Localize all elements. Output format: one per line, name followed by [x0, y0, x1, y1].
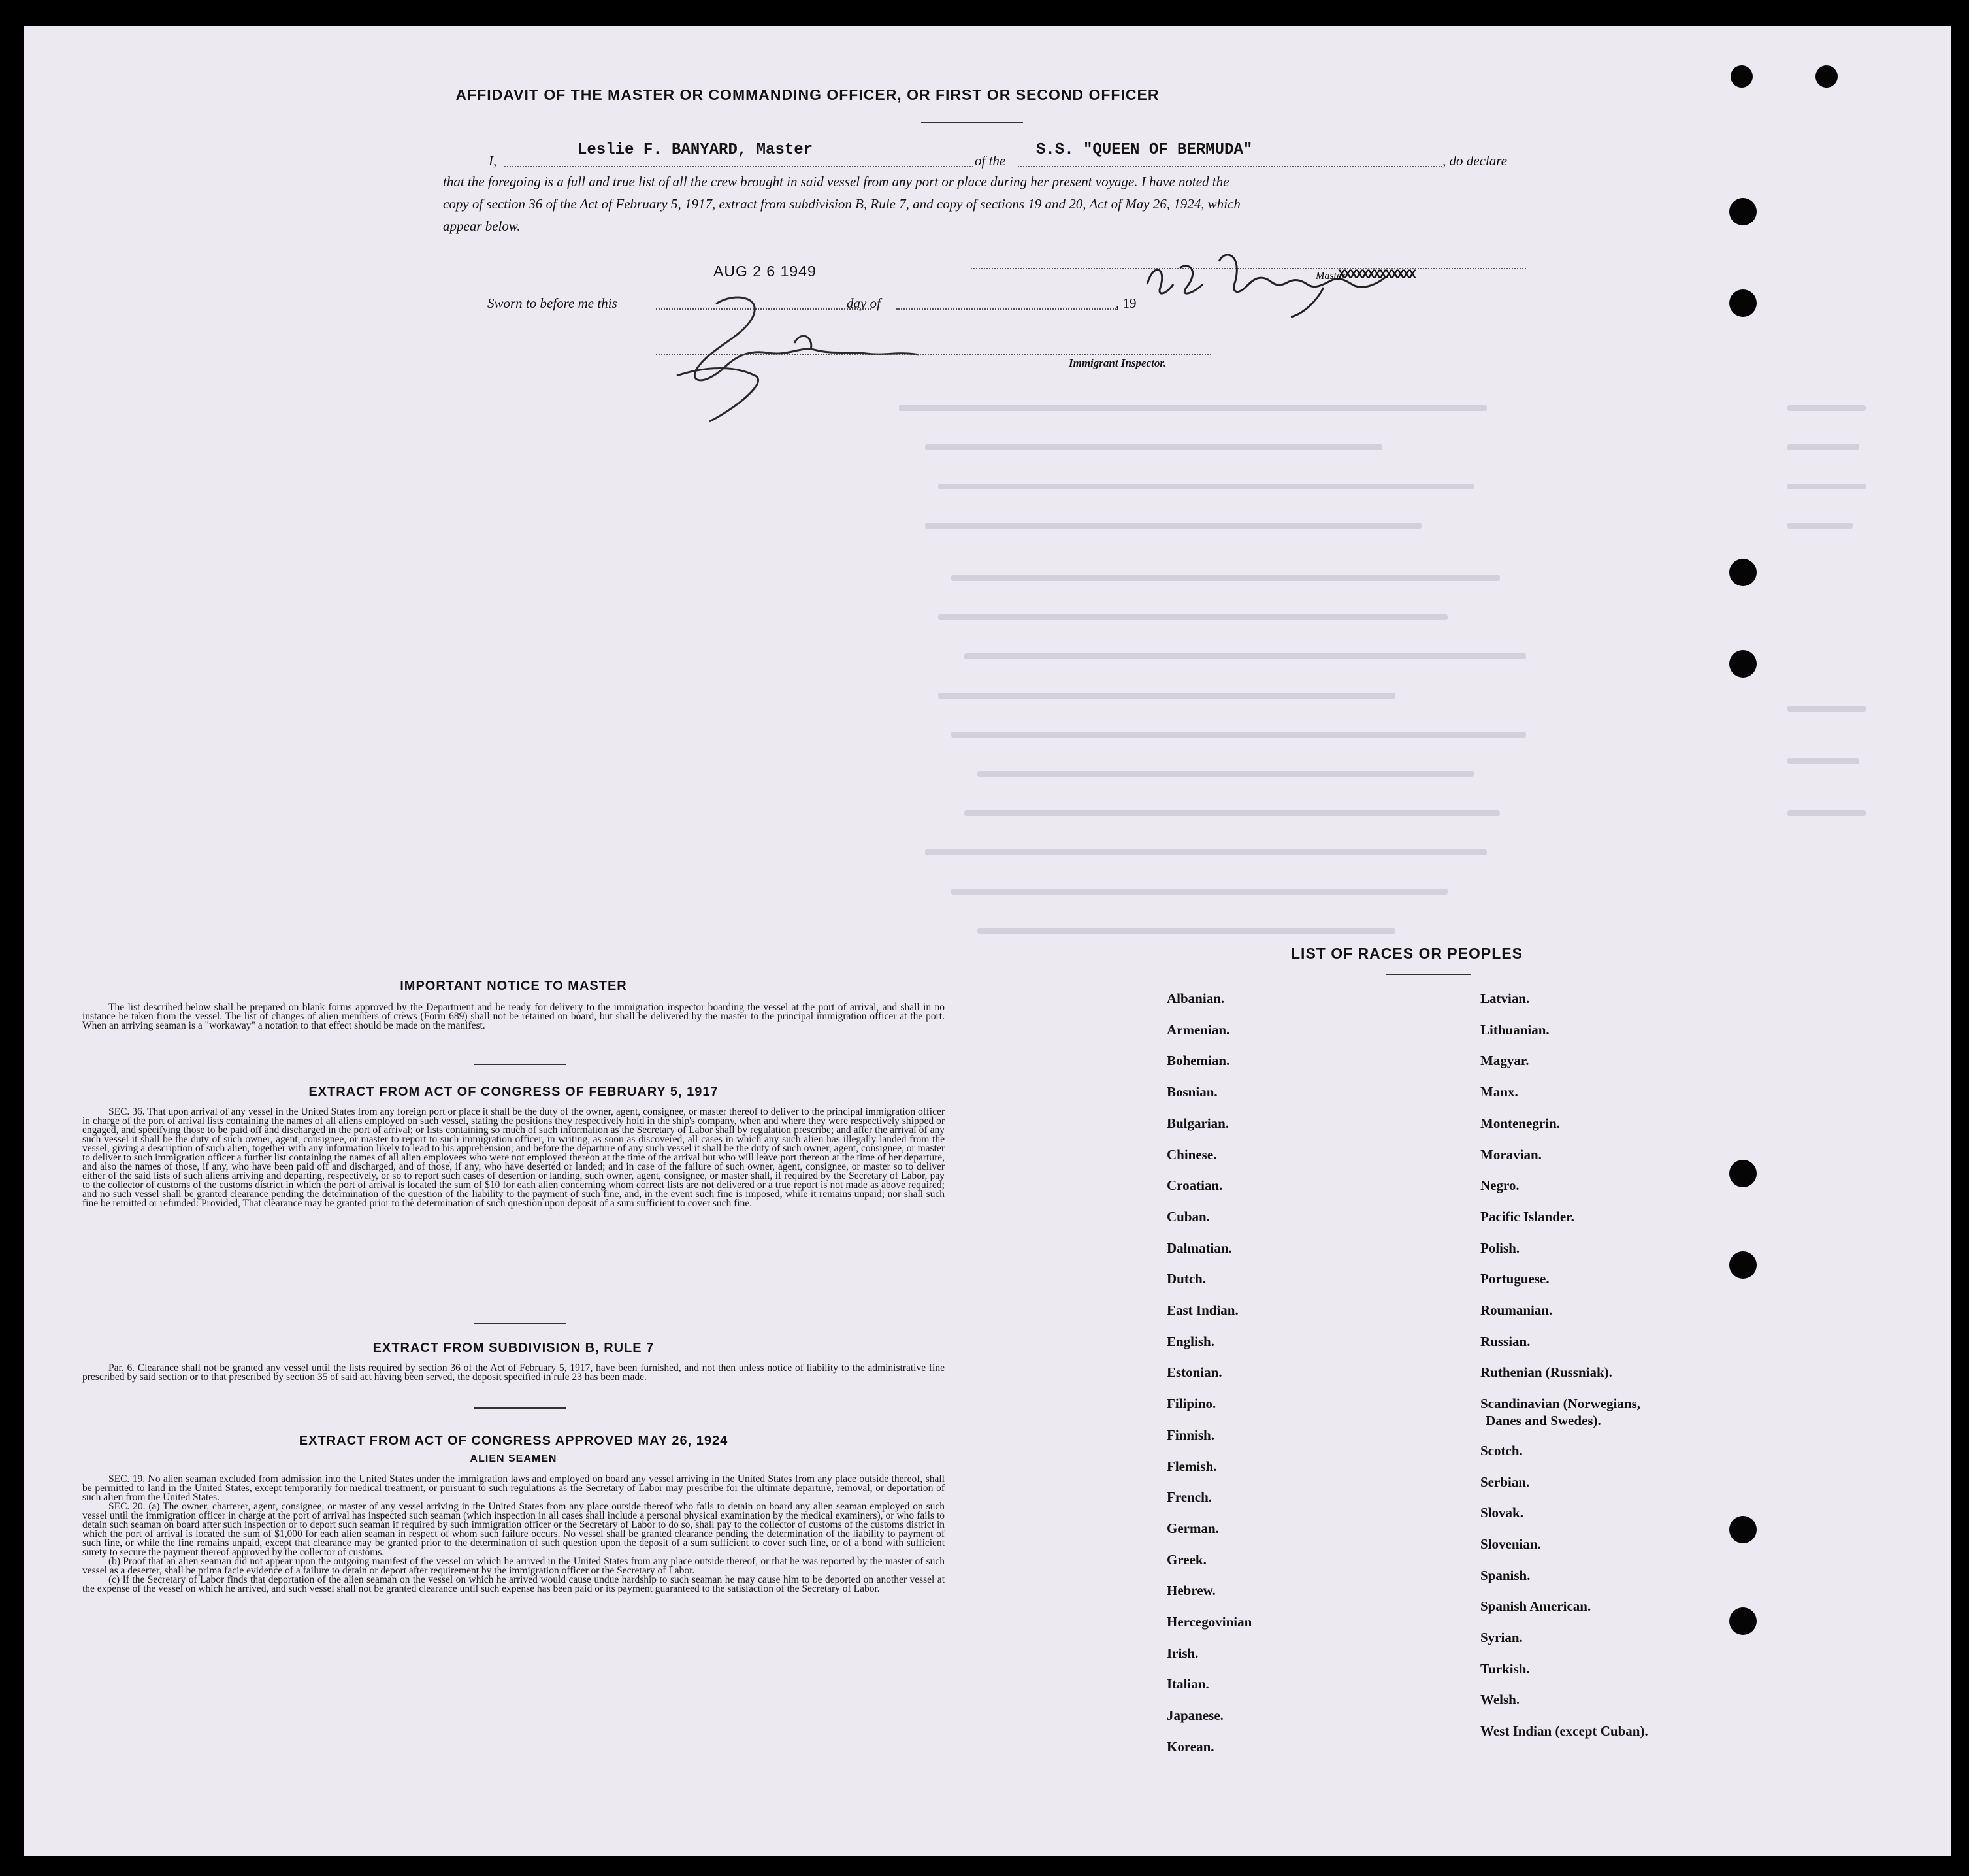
race-item: Scandinavian (Norwegians, — [1480, 1396, 1641, 1411]
race-item: Finnish. — [1167, 1427, 1214, 1443]
punch-hole — [1729, 1607, 1757, 1635]
race-item: Turkish. — [1480, 1661, 1530, 1677]
notice-text — [82, 1003, 945, 1030]
race-item: Polish. — [1480, 1240, 1520, 1256]
divider — [474, 1323, 566, 1324]
punch-hole — [1729, 289, 1757, 317]
race-item: German. — [1167, 1521, 1219, 1536]
affidavit-line-2: that the foregoing is a full and true list of all the crew brought in said vessel from any port or place during her present voyage. I have noted the — [443, 174, 1229, 189]
inspector-label: Immigrant Inspector. — [1069, 357, 1167, 369]
notice-paragraph: The list described below shall be prepared on blank forms approved by the Department and be ready for delivery to the immigration inspector boarding the vessel at the port of arrival, and shall in no instance be taken from the vessel. The list of changes of alien members of crews (Form 689) shall not be retained on board, but shall be delivered by the master to the principal immigration officer at the port. When an arriving seaman is a "workaway" a notation to that effect should be made on the manifest. — [82, 1002, 945, 1031]
vessel-name-field: S.S. "QUEEN OF BERMUDA" — [1036, 141, 1253, 159]
extract-1917-title: EXTRACT FROM ACT OF CONGRESS OF FEBRUARY 5, 1917 — [308, 1085, 719, 1099]
affidavit-line-3: copy of section 36 of the Act of February 5, 1917, extract from subdivision B, Rule 7, and copy of sections 19 and 20, Act of May 26, 1924, which — [443, 196, 1241, 212]
race-item: Bohemian. — [1167, 1053, 1230, 1068]
race-item: Hercegovinian — [1167, 1614, 1252, 1630]
inspector-line — [656, 354, 1211, 355]
day-of-label: day of — [847, 295, 881, 311]
master-name-field: Leslie F. BANYARD, Master — [578, 141, 813, 159]
punch-hole — [1729, 1160, 1757, 1187]
race-item: Russian. — [1480, 1334, 1531, 1349]
i-label: I, — [489, 153, 497, 169]
race-item: Latvian. — [1480, 991, 1530, 1006]
do-declare-label: , do declare — [1442, 153, 1507, 169]
section-19-paragraph: SEC. 19. No alien seaman excluded from admission into the United States under the immigration laws and employed on board any vessel arriving in the United States from any place outside thereof, shall be permitted to land in the United States, except temporarily for medical treatment, or pursuant to such regulations as the Secretary of Labor may prescribe for the ultimate departure, removal, or deportation of such alien from the United States. — [82, 1473, 945, 1503]
rule-7-text — [82, 1364, 945, 1382]
divider — [1386, 974, 1471, 975]
race-item: Estonian. — [1167, 1364, 1222, 1380]
race-item: Dutch. — [1167, 1271, 1207, 1287]
document-page — [24, 26, 1951, 1856]
extract-1917-text — [82, 1108, 945, 1208]
rule-7-paragraph: Par. 6. Clearance shall not be granted any vessel until the lists required by section 36 of the Act of February 5, 1917, have been furnished, and not then unless notice of liability to the administrative fine prescribed by said section or to that prescribed by section 35 of said act having been served, the deposit specified in rule 23 has been made. — [82, 1362, 945, 1383]
punch-hole — [1729, 559, 1757, 586]
race-item: English. — [1167, 1334, 1214, 1349]
master-label: Master — [1316, 271, 1346, 282]
punch-hole — [1731, 65, 1753, 88]
vessel-field-line — [1018, 166, 1442, 167]
notice-title: IMPORTANT NOTICE TO MASTER — [400, 979, 627, 993]
race-item: Scotch. — [1480, 1443, 1523, 1458]
extract-1924-text — [82, 1475, 945, 1594]
punch-hole — [1729, 1516, 1757, 1543]
sworn-label: Sworn to before me this — [487, 295, 617, 311]
race-item: Filipino. — [1167, 1396, 1216, 1411]
punch-hole — [1729, 1251, 1757, 1279]
race-item: Slovenian. — [1480, 1536, 1541, 1552]
master-strikeout: XXXXXXXXXXXXX — [1338, 268, 1415, 283]
divider — [474, 1064, 566, 1065]
race-item: Manx. — [1480, 1084, 1518, 1100]
section-20a-paragraph: SEC. 20. (a) The owner, charterer, agent, consignee, or master of any vessel arriving in the United States from any place outside thereof who fails to detain on board any alien seaman employed on such vessel until the immigration officer in charge at the port of arrival has inspected such seaman (which inspection in all cases shall include a personal physical examination by the medical examiners), or who fails to detain such seaman on board after such inspection or to deport such seaman if required by such immigration officer or the Secretary of Labor to do so, shall pay to the collector of customs of the customs district in which the port of arrival is located the sum of $1,000 for each alien seaman in respect of whom such failure occurs. No vessel shall be granted clearance pending the determination of the liability to payment of such fine, or while the fine remains unpaid, except that clearance may be granted prior to the determination of such question upon the deposit of a sum sufficient to cover such fine, or of a bond with sufficient surety to secure the payment thereof approved by the collector of customs. — [82, 1501, 945, 1558]
section-20c-paragraph: (c) If the Secretary of Labor finds that deportation of the alien seaman on the vessel on which he arrived would cause undue hardship to such seaman he may cause him to be deported on another vessel at the expense of the vessel on which he arrived, and such vessel shall not be granted clearance until such expense has been paid or its payment guaranteed to the satisfaction of the Secretary of Labor. — [82, 1574, 945, 1594]
extract-1924-subtitle: ALIEN SEAMEN — [470, 1453, 557, 1464]
race-item: East Indian. — [1167, 1302, 1239, 1318]
race-item: Magyar. — [1480, 1053, 1529, 1068]
race-item: Spanish. — [1480, 1568, 1531, 1583]
race-item: Lithuanian. — [1480, 1022, 1550, 1038]
race-item: Korean. — [1167, 1739, 1214, 1754]
race-item: Italian. — [1167, 1676, 1209, 1692]
races-title: LIST OF RACES OR PEOPLES — [1291, 945, 1523, 962]
punch-hole — [1729, 650, 1757, 678]
race-item: Moravian. — [1480, 1147, 1542, 1162]
race-item: Spanish American. — [1480, 1598, 1591, 1614]
race-item: Hebrew. — [1167, 1583, 1216, 1598]
of-the-label: of the — [975, 153, 1006, 169]
race-item: Chinese. — [1167, 1147, 1217, 1162]
race-item: Serbian. — [1480, 1474, 1530, 1490]
race-item: Greek. — [1167, 1552, 1207, 1568]
race-item: French. — [1167, 1489, 1212, 1505]
race-item: Portuguese. — [1480, 1271, 1550, 1287]
race-item: Welsh. — [1480, 1692, 1520, 1707]
race-item: Negro. — [1480, 1177, 1520, 1193]
race-item: Dalmatian. — [1167, 1240, 1232, 1256]
date-stamp: AUG 2 6 1949 — [713, 263, 817, 280]
divider — [474, 1407, 566, 1409]
affidavit-line-4: appear below. — [443, 218, 521, 234]
race-item: Bosnian. — [1167, 1084, 1218, 1100]
section-20b-paragraph: (b) Proof that an alien seaman did not appear upon the outgoing manifest of the vessel on which he arrived in the United States from any place outside thereof, or that he was reported by the master of such vessel as a deserter, shall be prima facie evidence of a failure to detain or deport after requirement by the immigration officer or the Secretary of Labor. — [82, 1556, 945, 1576]
race-item: Syrian. — [1480, 1630, 1523, 1645]
race-item: West Indian (except Cuban). — [1480, 1723, 1648, 1739]
race-item: Armenian. — [1167, 1022, 1230, 1038]
race-item: Ruthenian (Russniak). — [1480, 1364, 1612, 1380]
extract-1924-title: EXTRACT FROM ACT OF CONGRESS APPROVED MAY 26, 1924 — [299, 1434, 728, 1448]
divider — [921, 122, 1023, 123]
race-item: Pacific Islander. — [1480, 1209, 1574, 1225]
race-item: Roumanian. — [1480, 1302, 1553, 1318]
race-item: Irish. — [1167, 1645, 1199, 1661]
year-label: , 19 — [1116, 295, 1137, 311]
name-field-line — [504, 166, 973, 167]
section-36-paragraph: SEC. 36. That upon arrival of any vessel in the United States from any foreign port or place it shall be the duty of the owner, agent, consignee, or master thereof to deliver to the principal immigration officer in charge of the port of arrival lists containing the names of all aliens employed on such vessel, stating the positions they respectively hold in the ship's company, when and where they were respectively shipped or engaged, and specifying those to be paid off and discharged in the port of arrival; or lists containing so much of such information as the Secretary of Labor shall by regulation prescribe; and after the arrival of any such vessel it shall be the duty of such owner, agent, consignee, or master to report to such immigration officer, in writing, as soon as discovered, all cases in which any such alien has illegally landed from the vessel, giving a description of such alien, together with any information likely to lead to his apprehension; and before the departure of any such vessel it shall be the duty of such owner, agent, consignee, or master to deliver to such immigration officer a further list containing the names of all alien employees who were not employed thereon at the time of the arrival but who will leave port thereon at the time of her departure, and also the names of those, if any, who have been paid off and discharged, and of those, if any, who have deserted or landed; and in case of the failure of such owner, agent, consignee, or master so to deliver either of the said lists of such aliens arriving and departing, respectively, or so to report such cases of desertion or landing, such owner, agent, consignee, or master shall, if required by the Secretary of Labor, pay to the collector of customs of the customs district in which the port of arrival is located the sum of $10 for each alien concerning whom correct lists are not delivered or a true report is not made as above required; and no such vessel shall be granted clearance pending the determination of the question of the liability to the payment of such fine, and, in the event such fine is imposed, while it remains unpaid; nor shall such fine be remitted or refunded: Provided, That clearance may be granted prior to the determination of such question upon deposit of a sum sufficient to cover such fine. — [82, 1106, 945, 1209]
race-item: Montenegrin. — [1480, 1115, 1560, 1131]
race-item: Croatian. — [1167, 1177, 1223, 1193]
race-item: Slovak. — [1480, 1505, 1523, 1521]
race-item: Albanian. — [1167, 991, 1225, 1006]
race-item: Japanese. — [1167, 1707, 1224, 1723]
punch-hole — [1815, 65, 1838, 88]
inspector-signature — [638, 278, 938, 428]
race-item: Cuban. — [1167, 1209, 1210, 1225]
race-item: Bulgarian. — [1167, 1115, 1229, 1131]
race-item: Flemish. — [1167, 1458, 1217, 1474]
punch-hole — [1729, 198, 1757, 225]
rule-7-title: EXTRACT FROM SUBDIVISION B, RULE 7 — [372, 1341, 655, 1355]
affidavit-title: AFFIDAVIT OF THE MASTER OR COMMANDING OFFICER, OR FIRST OR SECOND OFFICER — [455, 86, 1160, 103]
race-item-continuation: Danes and Swedes). — [1486, 1413, 1601, 1428]
